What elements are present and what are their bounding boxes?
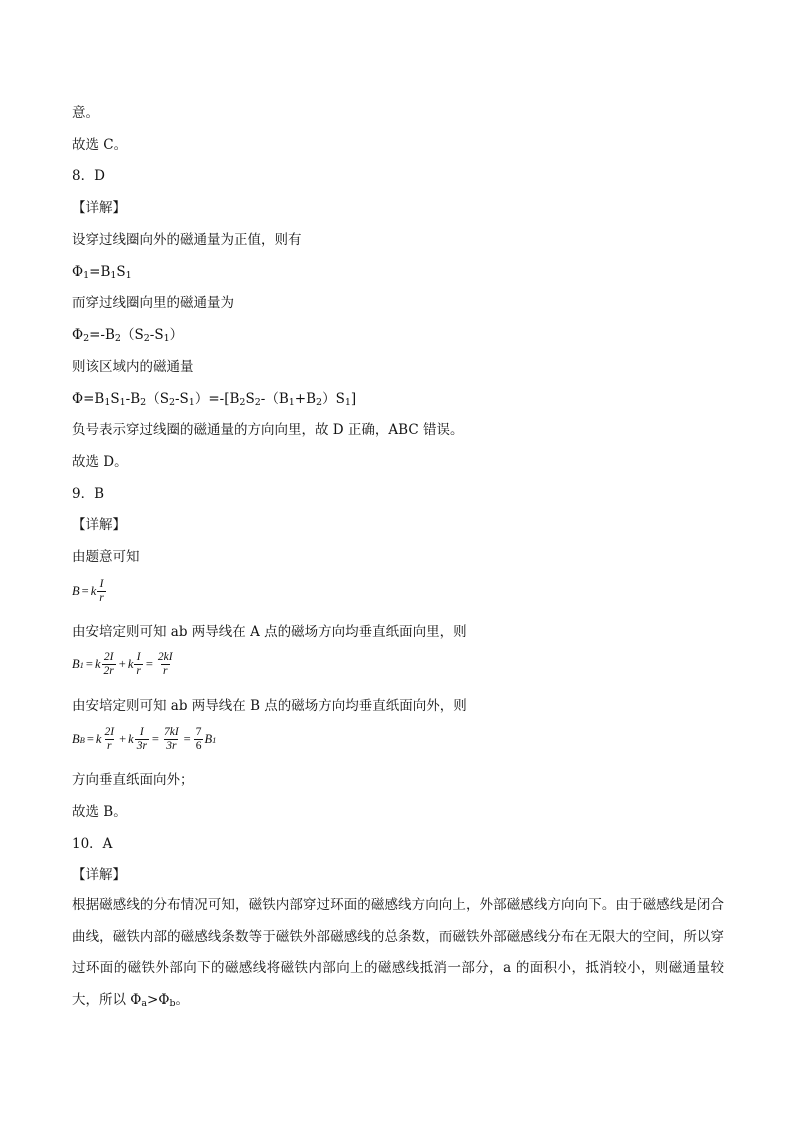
text-line: 故选 D。 bbox=[72, 454, 128, 470]
section-heading-detail: 【详解】 bbox=[72, 517, 126, 533]
formula-phi1: $\Phi_1=B_1S_1$ bbox=[72, 264, 132, 281]
formula-bb: B B = k $\frac{2I}{r}$ + k $\frac{I}{3r}$ = $\frac{7kI}{3r}$ = $\frac{7}{6}$ B 1 bbox=[72, 726, 217, 752]
text-line: 由题意可知 bbox=[72, 549, 140, 565]
explanation-paragraph: 根据磁感线的分布情况可知，磁铁内部穿过环面的磁感线方向向上，外部磁感线方向向下。由于磁感线是闭合曲线，磁铁内部的磁感线条数等于磁铁外部磁感线的总条数，而磁铁外部磁感线分布在无限大的空间，所以穿过环面的磁铁外部向下的磁感线将磁铁内部向上的磁感线抵消一部分，a 的面积小，抵消较小，则磁通量较大，所以 $\Phi_a>\Phi_b$。 bbox=[72, 897, 724, 1009]
question-answer-10: 10．A bbox=[72, 836, 113, 852]
text-line: 意。 bbox=[72, 105, 99, 121]
text-line: 由安培定则可知 ab 两导线在 B 点的磁场方向均垂直纸面向外，则 bbox=[72, 698, 467, 714]
formula-phi2: $\Phi_2=-B_2(S_2-S_1)$ bbox=[72, 327, 184, 344]
text-line: 故选 C。 bbox=[72, 137, 128, 153]
text-line: 由安培定则可知 ab 两导线在 A 点的磁场方向均垂直纸面向里，则 bbox=[72, 624, 467, 640]
text-line: 方向垂直纸面向外； bbox=[72, 772, 194, 788]
text-line: 则该区域内的磁通量 bbox=[72, 359, 194, 375]
question-answer-9: 9．B bbox=[72, 486, 105, 502]
text-line: 而穿过线圈向里的磁通量为 bbox=[72, 295, 234, 311]
text-line: 负号表示穿过线圈的磁通量的方向向里，故 D 正确，ABC 错误。 bbox=[72, 422, 464, 438]
section-heading-detail: 【详解】 bbox=[72, 200, 126, 216]
section-heading-detail: 【详解】 bbox=[72, 867, 126, 883]
question-answer-8: 8．D bbox=[72, 168, 105, 184]
formula-b-kir: B = k $\frac{I}{r}$ bbox=[72, 578, 104, 604]
formula-b1: B 1 = k $\frac{2I}{2r}$ + k $\frac{I}{r}$ = $\frac{2kI}{r}$ bbox=[72, 651, 173, 677]
formula-phi-total: $\Phi=B_1S_1-B_2(S_2-S_1)=-[B_2S_2-(B_1+B_2)S_1]$ bbox=[72, 391, 357, 408]
text-line: 设穿过线圈向外的磁通量为正值，则有 bbox=[72, 232, 302, 248]
text-line: 故选 B。 bbox=[72, 804, 127, 820]
